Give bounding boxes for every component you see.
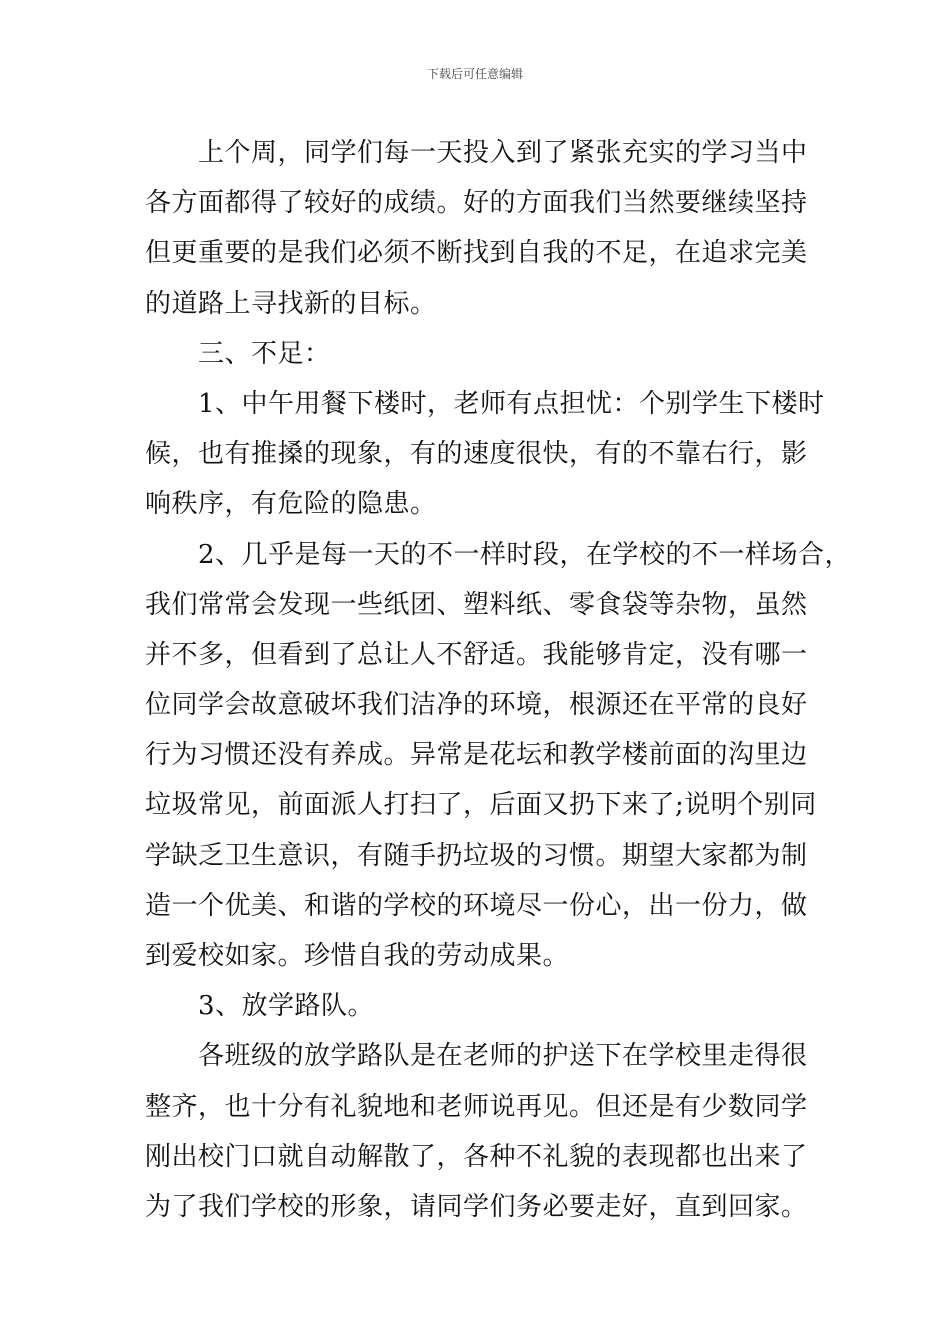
- text-line: 的道路上寻找新的目标。: [145, 288, 437, 319]
- text-line: 到爱校如家。珍惜自我的劳动成果。: [145, 941, 570, 971]
- text-line: 造一个优美、和谐的学校的环境尽一份心，出一份力，做: [145, 890, 808, 921]
- text-line: 候，也有推搡的现象，有的速度很快，有的不靠右行，影: [145, 439, 808, 470]
- text-line: 上个周，同学们每一天投入到了紧张充实的学习当中: [198, 138, 808, 168]
- text-line: 我们常常会发现一些纸团、塑料纸、零食袋等杂物，虽然: [145, 589, 808, 620]
- text-line: 2、几乎是每一天的不一样时段，在学校的不一样场合，: [198, 539, 852, 570]
- text-line: 但更重要的是我们必须不断找到自我的不足，在追求完美: [145, 238, 808, 269]
- text-line: 学缺乏卫生意识，有随手扔垃圾的习惯。期望大家都为制: [145, 840, 808, 871]
- text-line: 刚出校门口就自动解散了，各种不礼貌的表现都也出来了: [145, 1141, 808, 1172]
- text-line: 行为习惯还没有养成。异常是花坛和教学楼前面的沟里边: [145, 740, 808, 771]
- text-line: 并不多，但看到了总让人不舒适。我能够肯定，没有哪一: [145, 639, 808, 670]
- text-line: 垃圾常见，前面派人打扫了，后面又扔下来了;说明个别同: [145, 790, 817, 821]
- text-line: 各方面都得了较好的成绩。好的方面我们当然要继续坚持: [145, 188, 808, 219]
- text-line: 为了我们学校的形象，请同学们务必要走好，直到回家。: [145, 1191, 808, 1222]
- document-body: [145, 128, 852, 1232]
- text-line: 各班级的放学路队是在老师的护送下在学校里走得很: [198, 1041, 808, 1072]
- text-line: 3、放学路队。: [198, 991, 375, 1022]
- text-line: 位同学会故意破坏我们洁净的环境，根源还在平常的良好: [145, 690, 808, 721]
- page-header: 下载后可任意编辑: [426, 67, 523, 81]
- text-line: 整齐，也十分有礼貌地和老师说再见。但还是有少数同学: [145, 1091, 808, 1122]
- text-line: 三、不足：: [198, 338, 331, 369]
- text-line: 1、中午用餐下楼时，老师有点担忧：个别学生下楼时: [198, 388, 825, 419]
- text-line: 响秩序，有危险的隐患。: [145, 489, 437, 520]
